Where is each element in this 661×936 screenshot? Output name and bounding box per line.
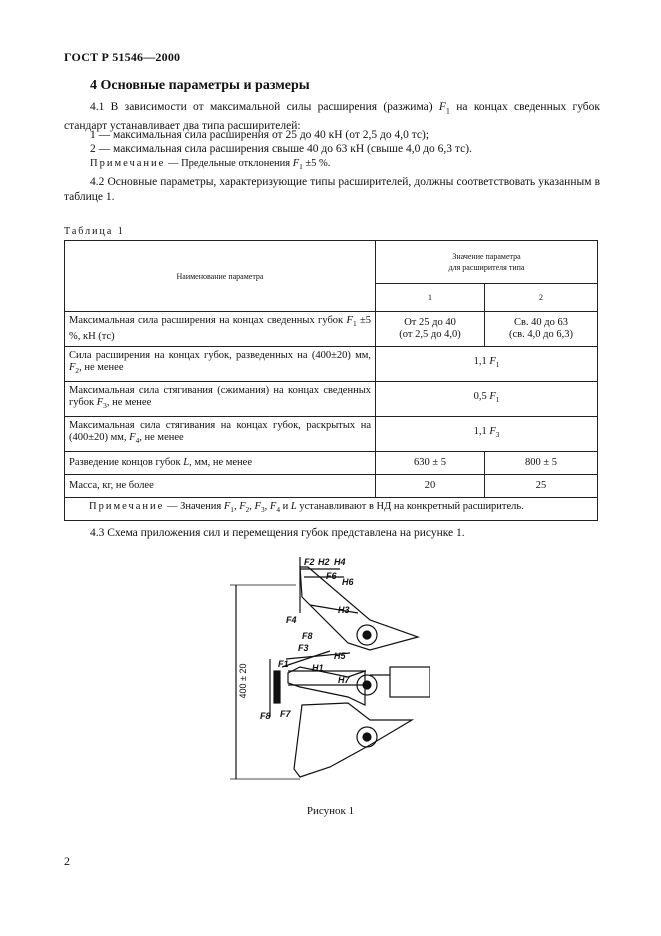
row-value-merged bbox=[376, 417, 598, 452]
row-value-type-2 bbox=[485, 312, 598, 347]
row-name-text-b: ±5 %, кН (тс) bbox=[69, 315, 371, 342]
row-value-type-1 bbox=[376, 312, 485, 347]
note-var-f: F bbox=[223, 501, 231, 513]
row-name-sub: 2 bbox=[75, 366, 80, 376]
note-sub: 1 bbox=[299, 162, 303, 172]
table-row bbox=[65, 475, 598, 498]
row-name-text-b: , не менее bbox=[106, 397, 152, 409]
table-row bbox=[65, 312, 598, 347]
row-name bbox=[65, 417, 376, 452]
row-name-text: Максимальная сила стягивания (сжимания) на концах сведенных губок bbox=[69, 385, 371, 409]
table-note-text-b: и bbox=[279, 501, 291, 513]
label-f4: F4 bbox=[286, 615, 297, 625]
p41-text-a: 4.1 В зависимости от максимальной силы расширения (разжима) bbox=[90, 101, 439, 113]
row-value-type-1: 630 ± 5 bbox=[376, 452, 485, 475]
header-value-line2: для расширителя типа bbox=[448, 262, 525, 272]
value-line2: (св. 4,0 до 6,3) bbox=[509, 329, 573, 340]
value-sub: 1 bbox=[495, 360, 500, 370]
note-var-l: L bbox=[290, 501, 297, 513]
paragraph-4-3: 4.3 Схема приложения сил и перемещения губок представлена на рисунке 1. bbox=[90, 527, 465, 539]
row-name bbox=[65, 312, 376, 347]
lower-jaw bbox=[294, 703, 412, 777]
header-param-value bbox=[376, 241, 598, 284]
label-h4: H4 bbox=[334, 557, 346, 567]
note-sub: 1 bbox=[230, 505, 234, 515]
value-var: F bbox=[489, 391, 496, 403]
value-text: 1,1 bbox=[473, 426, 490, 438]
value-sub: 3 bbox=[495, 430, 500, 440]
table-note-row bbox=[65, 498, 598, 521]
value-sub: 1 bbox=[495, 395, 500, 405]
row-name-text: Разведение концов губок bbox=[69, 457, 184, 468]
row-name-sub: 3 bbox=[103, 401, 107, 411]
value-var: F bbox=[489, 356, 496, 368]
row-name: Масса, кг, не более bbox=[65, 475, 376, 498]
row-name-var: F bbox=[346, 315, 353, 327]
label-f3: F3 bbox=[298, 643, 309, 653]
table-note-text-c: устанавливают в НД на конкретный расширитель. bbox=[296, 501, 524, 513]
label-h6: H6 bbox=[342, 577, 354, 587]
label-f2: F2 bbox=[304, 557, 315, 567]
row-value-type-1: 20 bbox=[376, 475, 485, 498]
document-header: ГОСТ Р 51546—2000 bbox=[64, 50, 181, 64]
table-note-label: Примечание bbox=[89, 501, 165, 513]
value-text: 1,1 bbox=[473, 356, 490, 368]
header-type-2: 2 bbox=[485, 283, 598, 311]
table-note: Примечание — Значения $F_1$, $F_2$, $F_3$, $F_4$ и L устанавливают в НД на конкретный расширитель. bbox=[65, 498, 598, 521]
value-var: F bbox=[489, 426, 496, 438]
p41-text-b: на концах сведенных губок стандарт устанавливает два типа расширителей: bbox=[64, 101, 600, 132]
note-var-f: F bbox=[269, 501, 277, 513]
p41-sub: 1 bbox=[445, 106, 450, 116]
row-value-type-2: 800 ± 5 bbox=[485, 452, 598, 475]
list-item-type-1: 1 — максимальная сила расширения от 25 до 40 кН (от 2,5 до 4,0 тс); bbox=[90, 129, 430, 141]
section-title: 4 Основные параметры и размеры bbox=[90, 78, 310, 93]
page-number: 2 bbox=[64, 854, 70, 868]
note-text-b: ±5 %. bbox=[302, 158, 331, 169]
note-sub: 2 bbox=[245, 505, 250, 515]
jaw-tip-plate bbox=[274, 671, 280, 703]
value-line1: Св. 40 до 63 bbox=[513, 317, 569, 328]
table-header-row bbox=[65, 241, 598, 284]
row-name-text-b: , не менее bbox=[79, 362, 124, 374]
central-body bbox=[288, 667, 365, 705]
hydraulic-cylinder bbox=[390, 667, 430, 697]
row-name-sub: 4 bbox=[135, 436, 140, 446]
row-name bbox=[65, 347, 376, 382]
table-row bbox=[65, 452, 598, 475]
row-name bbox=[65, 382, 376, 417]
upper-pivot-center bbox=[363, 631, 371, 639]
row-value-type-2: 25 bbox=[485, 475, 598, 498]
row-name-sub: 1 bbox=[352, 319, 357, 329]
label-h5: H5 bbox=[334, 651, 346, 661]
row-name-var: F bbox=[129, 432, 136, 444]
label-f8-upper: F8 bbox=[302, 631, 313, 641]
row-name-text-b: , не менее bbox=[139, 432, 184, 444]
upper-jaw bbox=[300, 567, 418, 650]
row-name-text: Максимальная сила стягивания на концах губок, раскрытых на (400±20) мм, bbox=[69, 420, 371, 444]
row-name-var: F bbox=[69, 362, 76, 374]
figure-caption: Рисунок 1 bbox=[306, 805, 355, 817]
paragraph-4-2: 4.2 Основные параметры, характеризующие типы расширителей, должны соответствовать указанным в таблице 1. bbox=[64, 176, 600, 203]
note-var: F bbox=[292, 158, 300, 169]
label-h3: H3 bbox=[338, 605, 350, 615]
p41-var: F bbox=[438, 101, 446, 113]
label-h2: H2 bbox=[318, 557, 330, 567]
note-sub: 3 bbox=[260, 505, 265, 515]
row-name-var: F bbox=[96, 397, 104, 409]
value-line1: От 25 до 40 bbox=[404, 317, 456, 328]
value-line2: (от 2,5 до 4,0) bbox=[399, 329, 461, 340]
dimension-label: 400 ± 20 bbox=[238, 663, 248, 699]
note-var-f: F bbox=[254, 501, 261, 513]
value-text: 0,5 bbox=[473, 391, 490, 403]
label-f1: F1 bbox=[278, 659, 289, 669]
label-h7: H7 bbox=[338, 675, 350, 685]
row-name-text: Максимальная сила расширения на концах сведенных губок bbox=[69, 315, 347, 327]
list-item-type-2: 2 — максимальная сила расширения свыше 40 до 63 кН (свыше 4,0 до 6,3 тс). bbox=[90, 143, 472, 155]
table-row bbox=[65, 382, 598, 417]
note-var-f: F bbox=[239, 501, 246, 513]
lower-pivot-center bbox=[363, 733, 371, 741]
note-text-a: — Предельные отклонения bbox=[165, 158, 293, 169]
parameters-table bbox=[64, 240, 598, 521]
header-type-1: 1 bbox=[376, 283, 485, 311]
table-row bbox=[65, 417, 598, 452]
label-f6: F6 bbox=[326, 571, 337, 581]
table-row bbox=[65, 347, 598, 382]
label-f8: F8 bbox=[260, 711, 271, 721]
row-name-var: L bbox=[183, 457, 190, 468]
row-value-merged bbox=[376, 347, 598, 382]
note-sub: 4 bbox=[276, 505, 280, 515]
note-label: Примечание bbox=[90, 158, 166, 169]
note-4-1 bbox=[64, 157, 600, 175]
figure-1-diagram bbox=[230, 555, 430, 795]
table-caption: Таблица 1 bbox=[64, 226, 125, 237]
label-f7: F7 bbox=[280, 709, 291, 719]
row-name bbox=[65, 452, 376, 475]
row-name-text: Сила расширения на концах губок, разведенных на (400±20) мм, bbox=[69, 350, 371, 362]
header-value-line1: Значение параметра bbox=[452, 251, 521, 261]
header-param-name: Наименование параметра bbox=[65, 241, 376, 312]
row-value-merged bbox=[376, 382, 598, 417]
row-name-text-b: , мм, не менее bbox=[189, 457, 253, 468]
table-note-text: — Значения bbox=[164, 501, 224, 513]
label-h1: H1 bbox=[312, 663, 324, 673]
